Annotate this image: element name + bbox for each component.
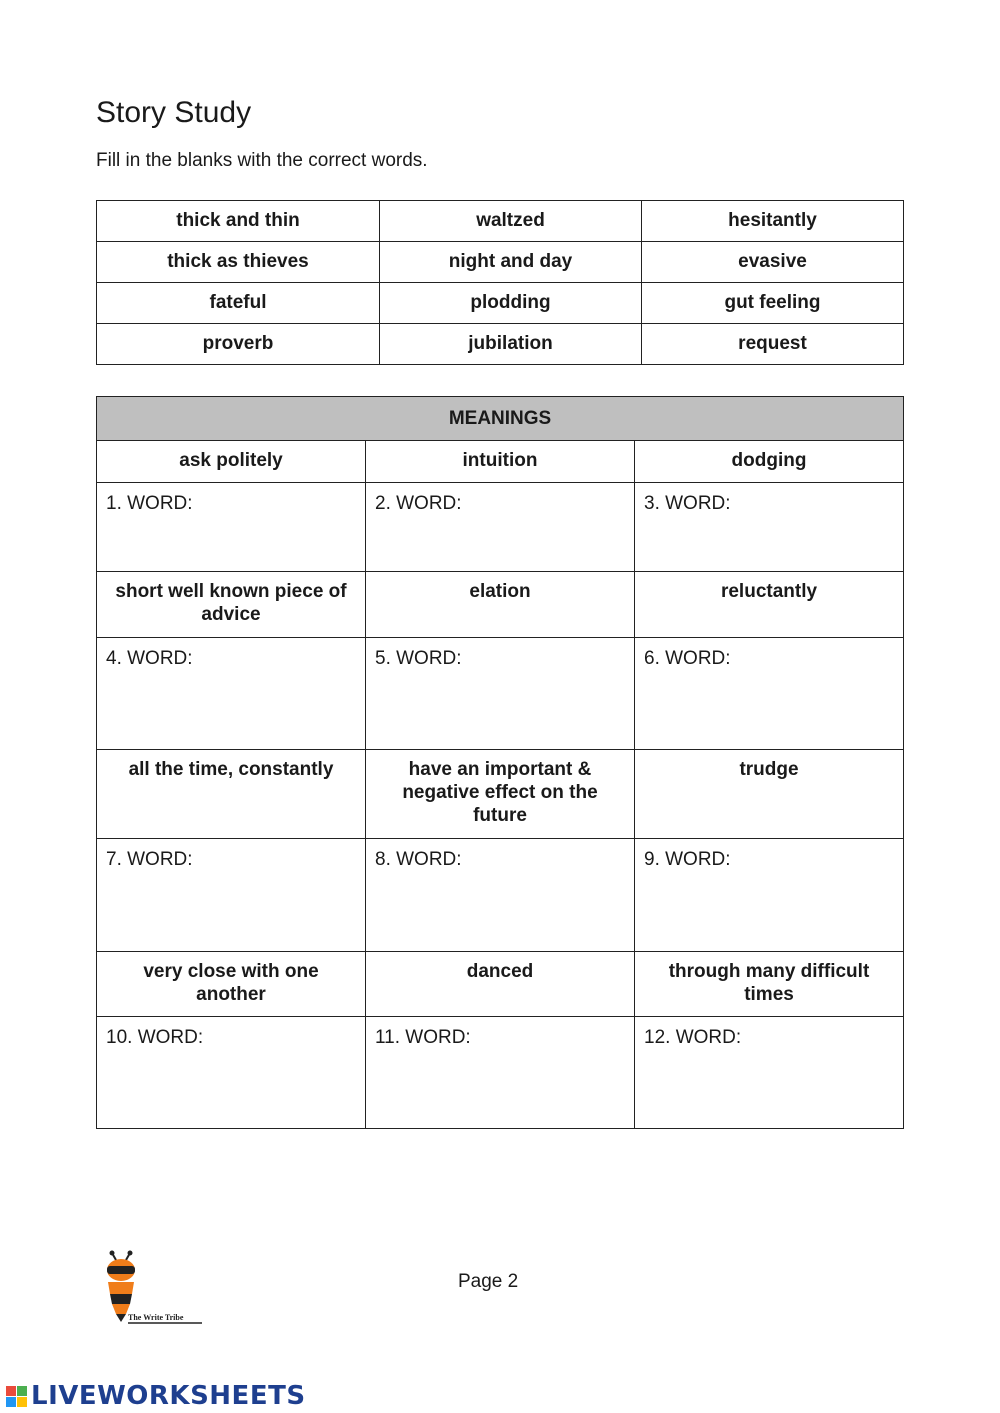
answer-cell-12[interactable]: 12. WORD:: [635, 1017, 904, 1129]
word-bank-cell: thick as thieves: [97, 242, 380, 283]
answer-cell-3[interactable]: 3. WORD:: [635, 483, 904, 572]
answer-row: [97, 638, 904, 750]
brand-logo-text: The Write Tribe: [128, 1313, 184, 1322]
write-tribe-logo: [98, 1250, 208, 1328]
answer-cell-6[interactable]: 6. WORD:: [635, 638, 904, 750]
answer-cell-9[interactable]: 9. WORD:: [635, 839, 904, 952]
meaning-cell: through many difficult times: [635, 952, 904, 1017]
answer-cell-7[interactable]: 7. WORD:: [97, 839, 366, 952]
word-bank-table: [96, 200, 904, 365]
word-bank-row: [97, 242, 904, 283]
liveworksheets-blocks-icon: [6, 1386, 27, 1407]
meaning-cell: trudge: [635, 750, 904, 839]
meaning-cell: short well known piece of advice: [97, 572, 366, 638]
answer-cell-8[interactable]: 8. WORD:: [366, 839, 635, 952]
answer-row: [97, 483, 904, 572]
meanings-header: MEANINGS: [97, 397, 904, 441]
meaning-cell: all the time, constantly: [97, 750, 366, 839]
meaning-cell: reluctantly: [635, 572, 904, 638]
word-bank-cell: night and day: [380, 242, 642, 283]
word-bank-cell: plodding: [380, 283, 642, 324]
word-bank-cell: waltzed: [380, 201, 642, 242]
word-bank-cell: gut feeling: [642, 283, 904, 324]
page-title: Story Study: [96, 96, 252, 129]
meaning-row: [97, 750, 904, 839]
meaning-cell: intuition: [366, 441, 635, 483]
meaning-cell: danced: [366, 952, 635, 1017]
answer-cell-4[interactable]: 4. WORD:: [97, 638, 366, 750]
word-bank-cell: request: [642, 324, 904, 365]
word-bank-cell: fateful: [97, 283, 380, 324]
answer-cell-10[interactable]: 10. WORD:: [97, 1017, 366, 1129]
answer-row: [97, 839, 904, 952]
word-bank-row: [97, 283, 904, 324]
meaning-cell: very close with one another: [97, 952, 366, 1017]
meanings-table: [96, 396, 904, 1129]
word-bank-cell: hesitantly: [642, 201, 904, 242]
page-number: Page 2: [458, 1271, 519, 1292]
meaning-row: [97, 441, 904, 483]
liveworksheets-logo[interactable]: [6, 1381, 306, 1411]
liveworksheets-wordmark: LIVEWORKSHEETS: [31, 1381, 306, 1411]
meaning-row: [97, 952, 904, 1017]
word-bank-row: [97, 324, 904, 365]
meaning-row: [97, 572, 904, 638]
answer-cell-11[interactable]: 11. WORD:: [366, 1017, 635, 1129]
word-bank-cell: proverb: [97, 324, 380, 365]
meaning-cell: dodging: [635, 441, 904, 483]
answer-cell-5[interactable]: 5. WORD:: [366, 638, 635, 750]
word-bank-row: [97, 201, 904, 242]
instructions: Fill in the blanks with the correct words.: [96, 150, 428, 171]
meaning-cell: elation: [366, 572, 635, 638]
answer-cell-2[interactable]: 2. WORD:: [366, 483, 635, 572]
answer-cell-1[interactable]: 1. WORD:: [97, 483, 366, 572]
word-bank-cell: jubilation: [380, 324, 642, 365]
answer-row: [97, 1017, 904, 1129]
word-bank-cell: thick and thin: [97, 201, 380, 242]
bee-icon: [98, 1250, 208, 1328]
meaning-cell: ask politely: [97, 441, 366, 483]
meaning-cell: have an important & negative effect on the future: [366, 750, 635, 839]
word-bank-cell: evasive: [642, 242, 904, 283]
